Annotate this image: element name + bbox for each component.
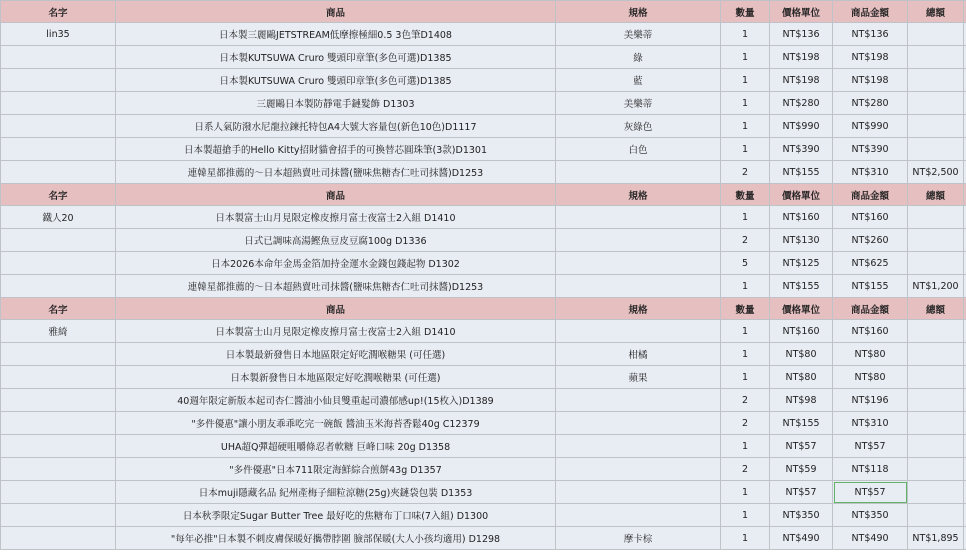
table-row <box>1 229 966 252</box>
spec-cell[interactable]: 藍 <box>556 69 721 92</box>
table-row <box>1 252 966 275</box>
name-cell[interactable] <box>1 504 116 527</box>
total-cell[interactable] <box>908 46 964 69</box>
unit-price-cell[interactable]: NT$990 <box>770 115 833 138</box>
header-total-cell[interactable]: 總額 <box>908 1 964 23</box>
header-spec-cell[interactable]: 規格 <box>556 184 721 206</box>
header-total-cell[interactable]: 總額 <box>908 298 964 320</box>
header-name-cell[interactable]: 名字 <box>1 184 116 206</box>
unit-price-cell[interactable]: NT$390 <box>770 138 833 161</box>
unit-price-cell[interactable]: NT$80 <box>770 343 833 366</box>
header-qty-cell[interactable]: 數量 <box>721 184 770 206</box>
header-row <box>1 1 966 23</box>
amount-cell[interactable]: NT$196 <box>833 389 908 412</box>
header-name-cell[interactable]: 名字 <box>1 1 116 23</box>
unit-price-cell[interactable]: NT$57 <box>770 481 833 504</box>
name-cell[interactable] <box>1 161 116 184</box>
qty-cell[interactable]: 1 <box>721 46 770 69</box>
product-cell[interactable]: 日本製三麗鷗JETSTREAM低摩擦極細0.5 3色筆D1408 <box>116 23 556 46</box>
qty-cell[interactable]: 1 <box>721 527 770 550</box>
name-cell[interactable] <box>1 229 116 252</box>
unit-price-cell[interactable]: NT$198 <box>770 69 833 92</box>
qty-cell[interactable]: 1 <box>721 435 770 458</box>
unit-price-cell[interactable]: NT$490 <box>770 527 833 550</box>
header-spec-cell[interactable]: 規格 <box>556 298 721 320</box>
spec-cell[interactable] <box>556 481 721 504</box>
total-cell[interactable] <box>908 343 964 366</box>
spec-cell[interactable] <box>556 206 721 229</box>
table-row <box>1 504 966 527</box>
qty-cell[interactable]: 1 <box>721 343 770 366</box>
amount-cell[interactable]: NT$390 <box>833 138 908 161</box>
amount-cell[interactable]: NT$118 <box>833 458 908 481</box>
table-row <box>1 275 966 298</box>
spec-cell[interactable]: 美樂蒂 <box>556 23 721 46</box>
table-row <box>1 92 966 115</box>
total-cell[interactable] <box>908 435 964 458</box>
amount-cell[interactable]: NT$198 <box>833 69 908 92</box>
table-row <box>1 138 966 161</box>
amount-cell[interactable]: NT$310 <box>833 161 908 184</box>
header-product-cell[interactable]: 商品 <box>116 298 556 320</box>
table-row <box>1 389 966 412</box>
qty-cell[interactable]: 1 <box>721 69 770 92</box>
total-cell[interactable]: NT$1,895 <box>908 527 964 550</box>
spec-cell[interactable] <box>556 275 721 298</box>
name-cell[interactable] <box>1 69 116 92</box>
product-cell[interactable]: 日本秋季限定Sugar Butter Tree 最好吃的焦糖布丁口味(7入組) D1300 <box>116 504 556 527</box>
qty-cell[interactable]: 1 <box>721 138 770 161</box>
unit-price-cell[interactable]: NT$125 <box>770 252 833 275</box>
name-cell[interactable] <box>1 412 116 435</box>
amount-cell[interactable]: NT$136 <box>833 23 908 46</box>
total-cell[interactable] <box>908 366 964 389</box>
name-cell[interactable] <box>1 527 116 550</box>
total-cell[interactable] <box>908 138 964 161</box>
unit-price-cell[interactable]: NT$136 <box>770 23 833 46</box>
total-cell[interactable] <box>908 458 964 481</box>
spec-cell[interactable] <box>556 320 721 343</box>
header-product-cell[interactable]: 商品 <box>116 1 556 23</box>
header-amount-cell[interactable]: 商品金額 <box>833 184 908 206</box>
unit-price-cell[interactable]: NT$155 <box>770 161 833 184</box>
product-cell[interactable]: 日本製富士山月見限定橡皮擦月富士夜富士2入組 D1410 <box>116 320 556 343</box>
total-cell[interactable] <box>908 92 964 115</box>
product-cell[interactable]: 日系人氣防潑水尼龍拉鍊托特包A4大號大容量包(新色10色)D1117 <box>116 115 556 138</box>
product-cell[interactable]: 日本製富士山月見限定橡皮擦月富士夜富士2入組 D1410 <box>116 206 556 229</box>
name-cell[interactable] <box>1 458 116 481</box>
header-qty-cell[interactable]: 數量 <box>721 298 770 320</box>
amount-cell[interactable]: NT$160 <box>833 320 908 343</box>
name-cell[interactable] <box>1 138 116 161</box>
name-cell[interactable] <box>1 46 116 69</box>
product-cell[interactable]: 連韓星都推薦的～日本超熱賣吐司抹醬(鹽味焦糖杏仁吐司抹醬)D1253 <box>116 275 556 298</box>
table-row <box>1 366 966 389</box>
header-amount-cell[interactable]: 商品金額 <box>833 1 908 23</box>
unit-price-cell[interactable]: NT$160 <box>770 206 833 229</box>
spec-cell[interactable]: 柑橘 <box>556 343 721 366</box>
unit-price-cell[interactable]: NT$59 <box>770 458 833 481</box>
amount-cell[interactable]: NT$198 <box>833 46 908 69</box>
qty-cell[interactable]: 1 <box>721 23 770 46</box>
spec-cell[interactable]: 灰綠色 <box>556 115 721 138</box>
total-cell[interactable] <box>908 69 964 92</box>
amount-cell[interactable]: NT$260 <box>833 229 908 252</box>
header-total-cell[interactable]: 總額 <box>908 184 964 206</box>
table-row <box>1 458 966 481</box>
product-cell[interactable]: 日式已調味高湯鰹魚豆皮豆腐100g D1336 <box>116 229 556 252</box>
total-cell[interactable] <box>908 504 964 527</box>
qty-cell[interactable]: 1 <box>721 504 770 527</box>
amount-cell[interactable]: NT$155 <box>833 275 908 298</box>
header-qty-cell[interactable]: 數量 <box>721 1 770 23</box>
product-cell[interactable]: "多件優惠"讓小朋友乖乖吃完一碗飯 醬油玉米海苔香鬆40g C12379 <box>116 412 556 435</box>
qty-cell[interactable]: 2 <box>721 229 770 252</box>
total-cell[interactable]: NT$1,200 <box>908 275 964 298</box>
total-cell[interactable] <box>908 206 964 229</box>
amount-cell[interactable]: NT$990 <box>833 115 908 138</box>
header-name-cell[interactable]: 名字 <box>1 298 116 320</box>
sheet-body <box>1 1 966 550</box>
spec-cell[interactable]: 白色 <box>556 138 721 161</box>
qty-cell[interactable]: 2 <box>721 389 770 412</box>
product-cell[interactable]: 日本2026本命年金馬金箔加持金運水金錢包錢起物 D1302 <box>116 252 556 275</box>
name-cell[interactable] <box>1 389 116 412</box>
unit-price-cell[interactable]: NT$57 <box>770 435 833 458</box>
unit-price-cell[interactable]: NT$350 <box>770 504 833 527</box>
spec-cell[interactable] <box>556 504 721 527</box>
qty-cell[interactable]: 1 <box>721 115 770 138</box>
unit-price-cell[interactable]: NT$155 <box>770 275 833 298</box>
total-cell[interactable] <box>908 23 964 46</box>
spec-cell[interactable] <box>556 412 721 435</box>
name-cell[interactable] <box>1 366 116 389</box>
total-cell[interactable] <box>908 115 964 138</box>
spec-cell[interactable] <box>556 458 721 481</box>
spec-cell[interactable]: 綠 <box>556 46 721 69</box>
spec-cell[interactable] <box>556 161 721 184</box>
qty-cell[interactable]: 1 <box>721 206 770 229</box>
unit-price-cell[interactable]: NT$98 <box>770 389 833 412</box>
amount-cell[interactable]: NT$80 <box>833 366 908 389</box>
amount-cell[interactable]: NT$57 <box>833 435 908 458</box>
spec-cell[interactable]: 摩卡棕 <box>556 527 721 550</box>
name-cell[interactable] <box>1 481 116 504</box>
table-row <box>1 161 966 184</box>
name-cell[interactable] <box>1 115 116 138</box>
table-row <box>1 115 966 138</box>
total-cell[interactable] <box>908 412 964 435</box>
total-cell[interactable] <box>908 252 964 275</box>
unit-price-cell[interactable]: NT$80 <box>770 366 833 389</box>
name-cell[interactable]: lin35 <box>1 23 116 46</box>
amount-cell[interactable]: NT$490 <box>833 527 908 550</box>
header-amount-cell[interactable]: 商品金額 <box>833 298 908 320</box>
unit-price-cell[interactable]: NT$280 <box>770 92 833 115</box>
unit-price-cell[interactable]: NT$155 <box>770 412 833 435</box>
total-cell[interactable] <box>908 320 964 343</box>
name-cell[interactable] <box>1 275 116 298</box>
table-row <box>1 481 966 504</box>
spec-cell[interactable] <box>556 229 721 252</box>
spec-cell[interactable]: 蘋果 <box>556 366 721 389</box>
amount-cell[interactable]: NT$160 <box>833 206 908 229</box>
header-product-cell[interactable]: 商品 <box>116 184 556 206</box>
spec-cell[interactable] <box>556 389 721 412</box>
name-cell[interactable] <box>1 252 116 275</box>
amount-cell[interactable]: NT$625 <box>833 252 908 275</box>
amount-cell[interactable]: NT$280 <box>833 92 908 115</box>
qty-cell[interactable]: 2 <box>721 161 770 184</box>
table-row <box>1 412 966 435</box>
unit-price-cell[interactable]: NT$130 <box>770 229 833 252</box>
unit-price-cell[interactable]: NT$160 <box>770 320 833 343</box>
product-cell[interactable]: 日本製KUTSUWA Cruro 雙頭印章筆(多色可選)D1385 <box>116 46 556 69</box>
qty-cell[interactable]: 1 <box>721 366 770 389</box>
amount-cell[interactable]: NT$350 <box>833 504 908 527</box>
table-row <box>1 527 966 550</box>
header-row <box>1 184 966 206</box>
header-unit-price-cell[interactable]: 價格單位 <box>770 184 833 206</box>
amount-cell[interactable]: NT$57 <box>833 481 908 504</box>
qty-cell[interactable]: 1 <box>721 92 770 115</box>
qty-cell[interactable]: 1 <box>721 320 770 343</box>
table-row <box>1 206 966 229</box>
name-cell[interactable] <box>1 435 116 458</box>
product-cell[interactable]: "多件優惠"日本711限定海鮮綜合煎餅43g D1357 <box>116 458 556 481</box>
amount-cell[interactable]: NT$80 <box>833 343 908 366</box>
product-cell[interactable]: 日本muji隱藏名品 紀州產梅子細粒涼糖(25g)夾鏈袋包裝 D1353 <box>116 481 556 504</box>
amount-cell[interactable]: NT$310 <box>833 412 908 435</box>
name-cell[interactable] <box>1 343 116 366</box>
table-row <box>1 69 966 92</box>
table-row <box>1 435 966 458</box>
product-cell[interactable]: 連韓星都推薦的～日本超熱賣吐司抹醬(鹽味焦糖杏仁吐司抹醬)D1253 <box>116 161 556 184</box>
total-cell[interactable] <box>908 229 964 252</box>
product-cell[interactable]: 日本製最新發售日本地區限定好吃潤喉糖果 (可任選) <box>116 343 556 366</box>
product-cell[interactable]: 三麗鷗日本製防靜電手鏈髮飾 D1303 <box>116 92 556 115</box>
product-cell[interactable]: 日本製KUTSUWA Cruro 雙頭印章筆(多色可選)D1385 <box>116 69 556 92</box>
qty-cell[interactable]: 2 <box>721 412 770 435</box>
table-row <box>1 320 966 343</box>
header-spec-cell[interactable]: 規格 <box>556 1 721 23</box>
name-cell[interactable]: 鐵人20 <box>1 206 116 229</box>
qty-cell[interactable]: 5 <box>721 252 770 275</box>
total-cell[interactable] <box>908 481 964 504</box>
unit-price-cell[interactable]: NT$198 <box>770 46 833 69</box>
header-row <box>1 298 966 320</box>
product-cell[interactable]: 40週年限定新版本起司杏仁醬油小仙貝雙重起司濃郁感up!(15枚入)D1389 <box>116 389 556 412</box>
product-cell[interactable]: 日本製新發售日本地區限定好吃潤喉糖果 (可任選) <box>116 366 556 389</box>
table-row <box>1 46 966 69</box>
product-cell[interactable]: UHA超Q彈超硬咀嚼條忍者軟糖 巨峰口味 20g D1358 <box>116 435 556 458</box>
header-unit-price-cell[interactable]: 價格單位 <box>770 1 833 23</box>
header-unit-price-cell[interactable]: 價格單位 <box>770 298 833 320</box>
name-cell[interactable] <box>1 92 116 115</box>
spec-cell[interactable] <box>556 435 721 458</box>
product-cell[interactable]: 日本製超搶手的Hello Kitty招財貓會招手的可換替芯圓珠筆(3款)D1301 <box>116 138 556 161</box>
qty-cell[interactable]: 1 <box>721 275 770 298</box>
total-cell[interactable]: NT$2,500 <box>908 161 964 184</box>
spec-cell[interactable]: 美樂蒂 <box>556 92 721 115</box>
name-cell[interactable]: 雅綺 <box>1 320 116 343</box>
qty-cell[interactable]: 2 <box>721 458 770 481</box>
qty-cell[interactable]: 1 <box>721 481 770 504</box>
table-row <box>1 343 966 366</box>
spec-cell[interactable] <box>556 252 721 275</box>
product-cell[interactable]: "每年必推"日本製不刺皮膚保暖好攜帶脖圍 臉部保暖(大人小孩均適用) D1298 <box>116 527 556 550</box>
table-row <box>1 23 966 46</box>
total-cell[interactable] <box>908 389 964 412</box>
